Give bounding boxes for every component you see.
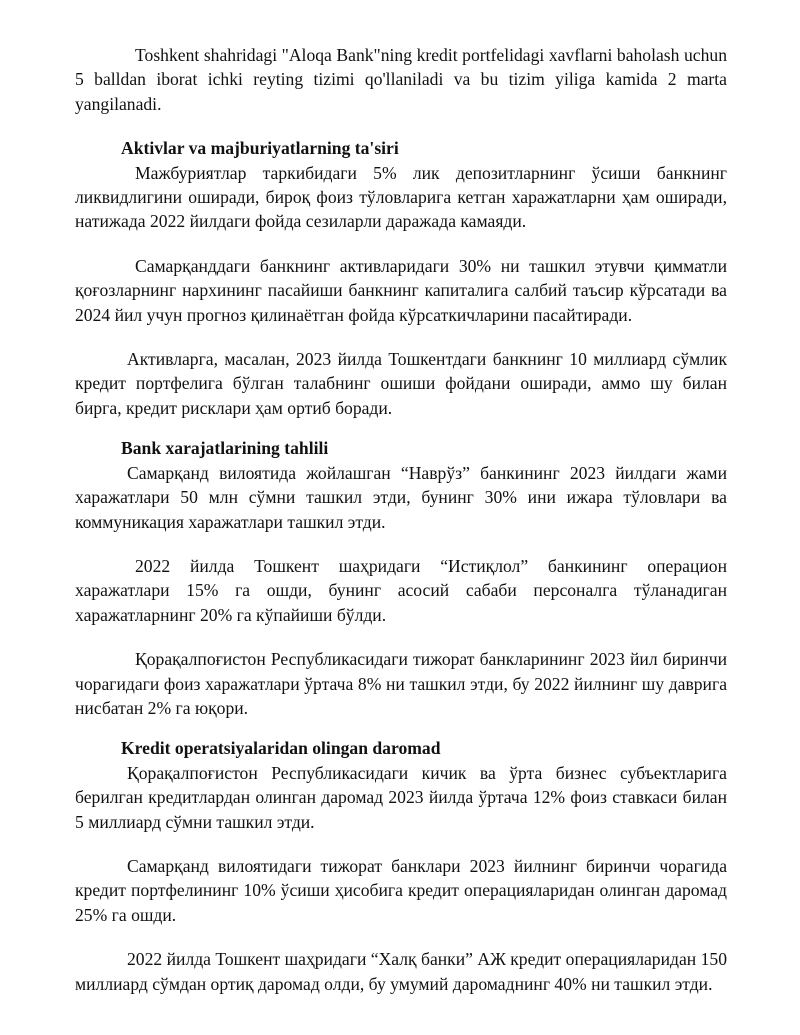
paragraph: Самарқанд вилоятида жойлашган “Наврўз” банкининг 2023 йилдаги жами харажатлари 50 млн сўмни ташкил этди, бунинг 30% ини ижара тўловлари ва коммуникация харажатлари ташкил этди.: [75, 462, 727, 532]
paragraph: Самарқанд вилоятидаги тижорат банклари 2023 йилнинг биринчи чорагида кредит портфелининг 10% ўсиши ҳисобига кредит операцияларидан олинган даромад 25% га ошди.: [75, 855, 727, 925]
intro-paragraph: Toshkent shahridagi "Aloqa Bank"ning kredit portfelidagi xavflarni baholash uchun 5 balldan iborat ichki reyting tizimi qo'llaniladi va bu tizim yiliga kamida 2 marta yangilanadi.: [75, 45, 727, 114]
paragraph: Қорақалпоғистон Республикасидаги тижорат банкларининг 2023 йил биринчи чорагидаги фоиз харажатлари ўртача 8% ни ташкил этди, бу 2022 йилнинг шу даврига нисбатан 2% га юқори.: [75, 649, 727, 718]
section-heading: Bank xarajatlarining tahlili: [121, 438, 329, 459]
paragraph: Мажбуриятлар таркибидаги 5% лик депозитларнинг ўсиши банкнинг ликвидлигини оширади, бироқ фоиз тўловларига кетган харажатларни ҳам оширади, натижада 2022 йилдаги фойда сезиларли даражада камаяди.: [75, 162, 727, 232]
section-heading: Kredit operatsiyalaridan olingan daromad: [121, 738, 441, 759]
section-assets-liabilities: [75, 136, 727, 420]
section-bank-expenses: [75, 436, 727, 720]
paragraph: 2022 йилда Тошкент шаҳридаги “Истиқлол” банкининг операцион харажатлари 15% га ошди, бунинг асосий сабаби персоналга тўланадиган харажатларнинг 20% га кўпайиши бўлди.: [75, 555, 727, 625]
paragraph: Қорақалпоғистон Республикасидаги кичик ва ўрта бизнес субъектларига берилган кредитлардан олинган даромад 2023 йилда ўртача 12% фоиз ставкаси билан 5 миллиард сўмни ташкил этди.: [75, 762, 727, 832]
paragraph: 2022 йилда Тошкент шаҳридаги “Халқ банки” АЖ кредит операцияларидан 150 миллиард сўмдан ортиқ даромад олди, бу умумий даромаднинг 40% ни ташкил этди.: [75, 949, 727, 994]
section-credit-income: [75, 736, 727, 996]
paragraph: Активларга, масалан, 2023 йилда Тошкентдаги банкнинг 10 миллиард сўмлик кредит портфелига бўлган талабнинг ошиши фойдани оширади, аммо шу билан бирга, кредит рисклари ҳам ортиб боради.: [75, 349, 727, 418]
paragraph: Самарқанддаги банкнинг активларидаги 30% ни ташкил этувчи қимматли қоғозларнинг нархининг пасайиши банкнинг капиталига салбий таъсир кўрсатади ва 2024 йил учун прогноз қилинаётган фойда кўрсаткичларини пасайтиради.: [75, 255, 727, 325]
document-page: [75, 43, 727, 996]
section-heading: Aktivlar va majburiyatlarning ta'siri: [121, 138, 399, 159]
